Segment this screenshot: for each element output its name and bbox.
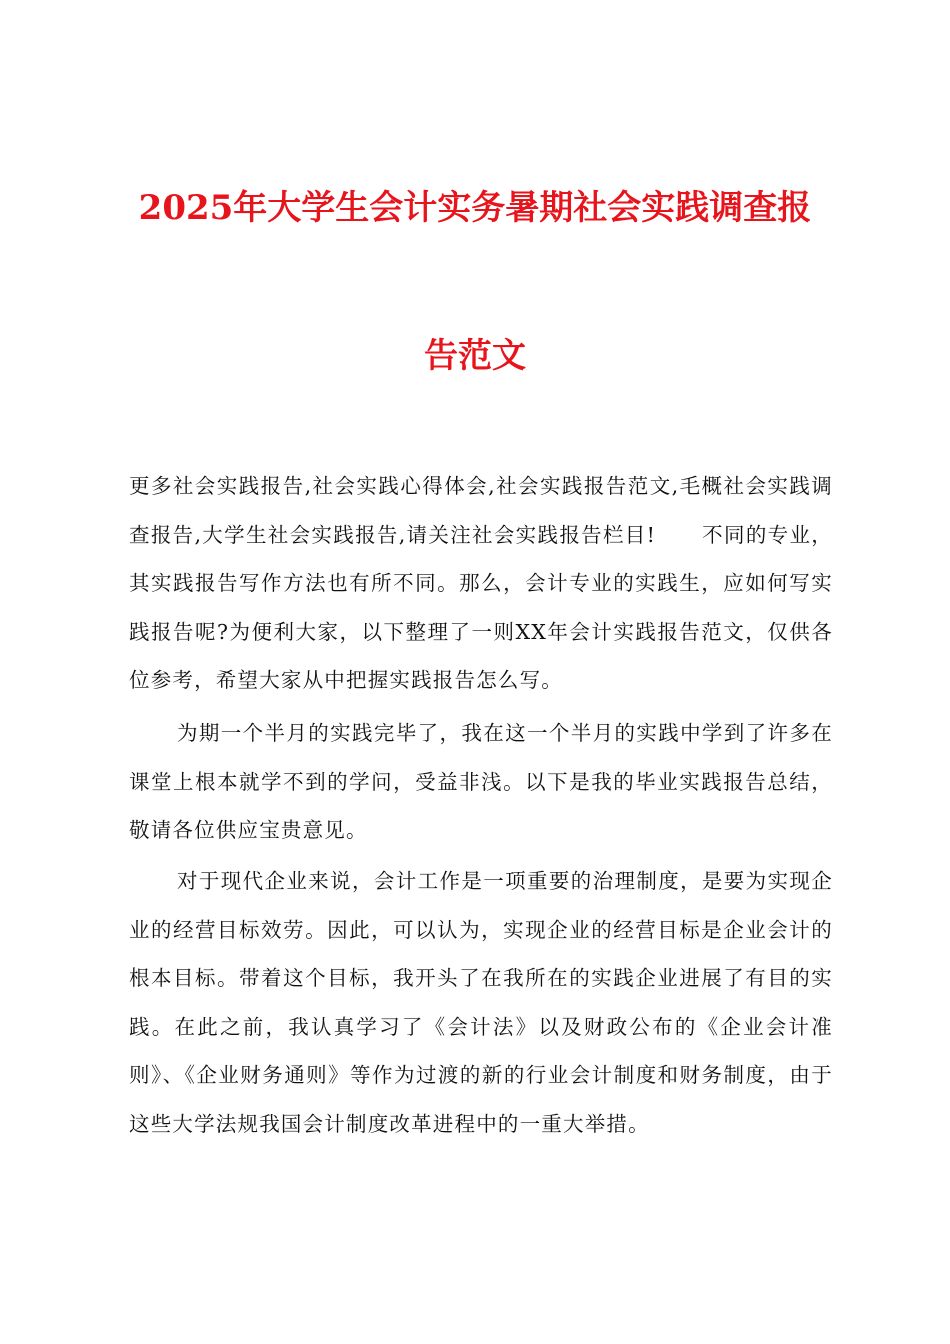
- paragraph-accounting-goals: 对于现代企业来说，会计工作是一项重要的治理制度，是要为实现企业的经营目标效劳。因此，可以认为，实现企业的经营目标是企业会计的根本目标。带着这个目标，我开头了在我所在的实践企业进展了有目的实践。在此之前，我认真学习了《会计法》以及财政公布的《企业会计准则》、《企业财务通则》等作为过渡的新的行业会计制度和财务制度，由于这些大学法规我国会计制度改革进程中的一重大举措。: [129, 869, 833, 1136]
- paragraph-internship-summary: 为期一个半月的实践完毕了，我在这一个半月的实践中学到了许多在课堂上根本就学不到的学问，受益非浅。以下是我的毕业实践报告总结，敬请各位供应宝贵意见。: [129, 721, 833, 843]
- document-title-line-1: 2025年大学生会计实务暑期社会实践调查报: [138, 188, 812, 228]
- paragraph-intro: [129, 462, 833, 705]
- paragraph-intro-rest: 不同的专业，其实践报告写作方法也有所不同。那么，会计专业的实践生，应如何写实践报告呢?为便利大家，以下整理了一则XX年会计实践报告范文，仅供各位参考，希望大家从中把握实践报告怎么写。: [129, 522, 833, 693]
- paragraph-intro-lead: 更多社会实践报告,社会实践心得体会,社会实践报告范文,毛概社会实践调查报告,大学生社会实践报告,请关注社会实践报告栏目!: [129, 474, 833, 547]
- document-title-line-2: 告范文: [424, 336, 526, 376]
